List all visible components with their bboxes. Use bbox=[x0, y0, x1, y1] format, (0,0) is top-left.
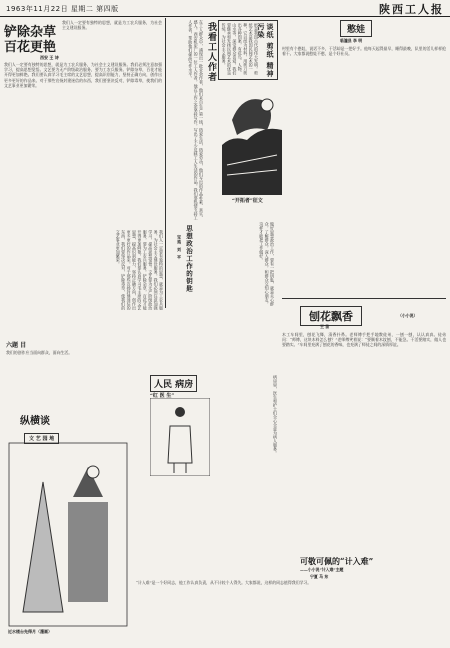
article-key-body: 做好思想政治工作，要有一把钥匙，就是关心群众，了解群众，深入群众，和群众交知心朋友，这样才能把工作做好。 bbox=[259, 222, 275, 306]
article-hospital-caption: “红 医 生” bbox=[150, 393, 175, 399]
masthead: 陕西工人报 bbox=[379, 3, 444, 16]
article-hanwa-body: 村里有个憨娃，说话不多，干活却是一把好手。他每天起得最早，睡得最晚，队里的活儿样样抢着干。大家都说憨娃不憨，是个好社员。 bbox=[282, 46, 446, 57]
cartoon-caption: 文 艺 园 地 bbox=[24, 433, 59, 444]
article-weeds-lead: 我们人一定要有独特的思想，就是为工农兵服务，为社会主义建设服务。 bbox=[62, 20, 162, 31]
cartoon-title: 纵横谈 bbox=[20, 416, 50, 427]
article-shavings-body: 木工车间里，刨花飞舞，清香扑鼻。老师傅手把手地教徒弟，一刨一刨，认认真真。徒弟问：“师傅，这块木料怎么刨？”老师傅笑着说：“要顺着木纹刨，不能急。干活要踏实，做人也要踏实。”车间里充满了刨花的香味，也充满了师徒之间的深情厚谊。 bbox=[282, 332, 446, 348]
article-papercut-title: 谈纸 剪纸 精神 污染 bbox=[257, 23, 275, 78]
article-hospital-title: 人民 病房 bbox=[150, 375, 197, 392]
article-weeds-byline: 西安 王 诗 bbox=[40, 55, 59, 60]
article-topics-body: 我们的创作应当面向群众，面向生活。 bbox=[6, 350, 73, 355]
cartoon-illustration bbox=[8, 442, 128, 627]
article-jirunan-body: “计入难”是一个好同志，他工作认真负责，从不计较个人得失。大家都说，这样的同志值得我们学习。 bbox=[136, 580, 312, 585]
article-hanwa-byline: 临潼县 李 明 bbox=[340, 38, 363, 43]
article-jirunan-byline: 宁夏 马 东 bbox=[310, 574, 329, 579]
column-rule bbox=[165, 18, 166, 308]
cartoon-image bbox=[8, 442, 128, 627]
issue-date: 1963年11月22日 星期二 第四版 bbox=[6, 5, 119, 13]
article-jirunan-title: 可敬可佩的“计入难” bbox=[300, 556, 374, 566]
article-topics-title: 六题 目 bbox=[6, 342, 27, 349]
article-key-title: 思想政治工作的钥匙 bbox=[185, 225, 193, 293]
article-papercut-box bbox=[218, 20, 278, 80]
article-jirunan-subtitle: ——小小说“计入难”主题 bbox=[300, 567, 344, 572]
article-key-byline: 宝鸡 刘 平 bbox=[177, 235, 182, 260]
article-worker-writers-title: 我看工人作者 bbox=[206, 22, 216, 82]
woodcut-illustration bbox=[222, 85, 282, 195]
article-hanwa-title: 憨娃 bbox=[340, 20, 372, 37]
article-worker-writers-body: 在工人群众中，涌现出一批业余作者，他们来自生产第一线，热爱生活，热爱劳动，他们写出的作品朴素、真实、感人。西安机床厂的一位工人作者，他在工作之余坚持写作，写出了不少反映工人生活的作品。我们要热情支持工人作者，帮助他们提高写作水平。 bbox=[188, 20, 204, 220]
rule-right bbox=[282, 298, 446, 299]
article-shavings-byline: 王 苗 bbox=[320, 324, 330, 329]
doctor-illustration-image bbox=[150, 398, 210, 476]
article-papercut-body: 纸是我国古代的伟大发明。剪纸艺术是我国民间艺术的一种，它以纸为材料，用剪刀剪出各种图案，有花鸟、人物、山水等，深受群众喜爱。我们要继承和发扬民间艺术的优良传统，为社会主义服务。 bbox=[221, 23, 259, 75]
woodcut-caption: “开拓者”征文 bbox=[232, 198, 263, 204]
woodcut-image bbox=[222, 85, 282, 195]
article-weeds-title-1: 铲除杂草 bbox=[4, 25, 57, 40]
page-header bbox=[0, 0, 450, 17]
article-weeds-body: 我们人一定要有独特的思想，就是为工农兵服务，为社会主义建设服务。我们必须注意加强学习，提高思想觉悟。文艺要为无产阶级政治服务，要为工农兵服务。铲除杂草，百花才能开得更加鲜艳。我们要认真学习毛主席的文艺思想，提高识别能力，坚持正确方向，创作出更多更好的作品来。对于那些宣扬封建迷信的东西，我们要坚决反对，铲除毒草，使我们的文艺事业更加繁荣。 bbox=[4, 62, 162, 88]
article-weeds-title-2: 百花更艳 bbox=[4, 40, 57, 55]
hospital-illustration bbox=[150, 398, 210, 476]
article-weeds-continued: 我们人一定要有独特的思想，就是为工农兵服务，为社会主义建设服务。我们必须注意加强学习，提高思想觉悟。文艺要为无产阶级政治服务，要为工农兵服务。铲除杂草，百花才能开得更加鲜艳。我们要认真学习毛主席的文艺思想，提高识别能力，坚持正确方向，创作出更多更好的作品来。对于那些宣扬封建迷信的东西，我们要坚决反对，铲除毒草，使我们的文艺事业更加繁荣。 bbox=[115, 230, 164, 310]
cartoon-illus-caption: 近水楼台先得月（漫画） bbox=[8, 629, 52, 634]
article-hospital-body: 病房里，医生和护士们全心全意为病人服务。 bbox=[273, 375, 278, 455]
article-shavings-subtitle: （小小说） bbox=[398, 313, 418, 318]
article-shavings-title: 刨花飘香 bbox=[300, 306, 362, 326]
